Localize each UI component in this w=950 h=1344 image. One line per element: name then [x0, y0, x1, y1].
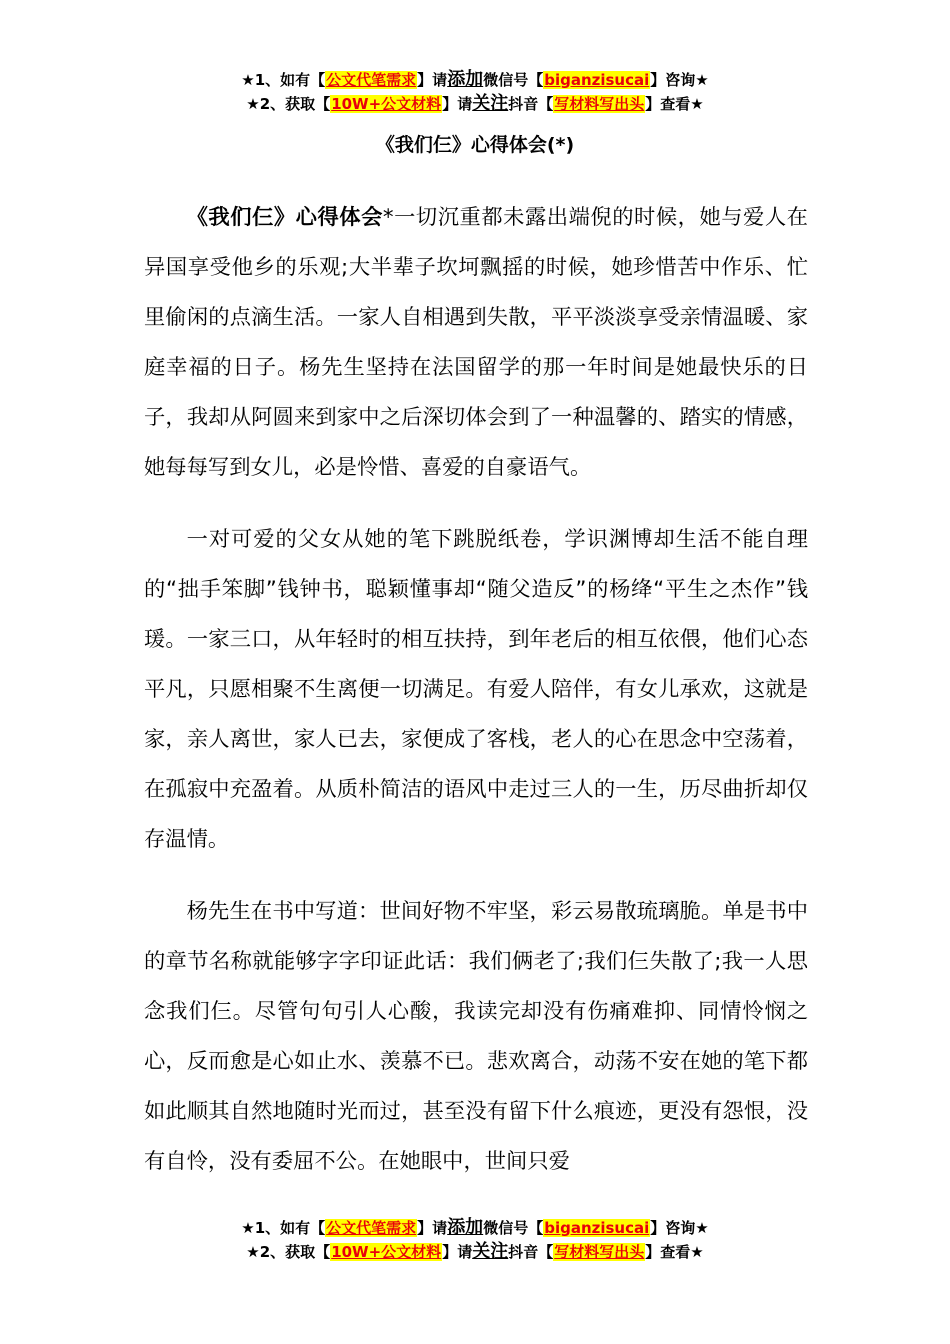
banner-text: 微信号【 [483, 1219, 544, 1237]
document-title: 《我们仨》心得体会(*) [375, 134, 575, 156]
banner-line-2 [0, 1240, 950, 1264]
highlight-wechat-id: biganzisucai [544, 1219, 650, 1237]
banner-text: 】咨询★ [650, 71, 709, 89]
paragraph-lead: 《我们仨》心得体会 [186, 205, 383, 230]
footer-banner [0, 1216, 950, 1264]
star-icon: ★ [241, 1219, 255, 1237]
banner-text: 】咨询★ [650, 1219, 709, 1237]
highlight-materials: 10W+公文材料 [331, 1243, 442, 1261]
star-icon: ★ [246, 95, 260, 113]
banner-text: 2、获取【 [259, 95, 331, 113]
banner-text: 抖音【 [508, 95, 554, 113]
banner-text: 】请 [417, 71, 448, 89]
paragraph-1 [144, 193, 808, 493]
document-body [144, 193, 808, 1209]
banner-text: 抖音【 [508, 1243, 554, 1261]
header-banner [0, 68, 950, 116]
star-icon: ★ [241, 71, 255, 89]
highlight-service: 公文代笔需求 [326, 1219, 417, 1237]
banner-emphasis: 添加 [447, 69, 484, 90]
banner-emphasis: 添加 [447, 1217, 484, 1238]
banner-line-2 [0, 92, 950, 116]
banner-line-1 [0, 1216, 950, 1240]
banner-line-1 [0, 68, 950, 92]
banner-text: 】查看★ [645, 95, 704, 113]
highlight-wechat-id: biganzisucai [544, 71, 650, 89]
star-icon: ★ [246, 1243, 260, 1261]
highlight-douyin: 写材料写出头 [554, 1243, 645, 1261]
banner-text: 1、如有【 [254, 1219, 326, 1237]
banner-emphasis: 关注 [472, 93, 509, 114]
banner-text: 】查看★ [645, 1243, 704, 1261]
banner-text: 2、获取【 [259, 1243, 331, 1261]
banner-text: 】请 [417, 1219, 448, 1237]
highlight-douyin: 写材料写出头 [554, 95, 645, 113]
banner-emphasis: 关注 [472, 1241, 509, 1262]
highlight-service: 公文代笔需求 [326, 71, 417, 89]
banner-text: 】请 [442, 95, 473, 113]
highlight-materials: 10W+公文材料 [331, 95, 442, 113]
paragraph-2: 一对可爱的父女从她的笔下跳脱纸卷，学识渊博却生活不能自理的“拙手笨脚”钱钟书，聪颖懂事却“随父造反”的杨绛“平生之杰作”钱瑗。一家三口，从年轻时的相互扶持，到年老后的相互依偎，他们心态平凡，只愿相聚不生离便一切满足。有爱人陪伴，有女儿承欢，这就是家，亲人离世，家人已去，家便成了客栈，老人的心在思念中空荡着，在孤寂中充盈着。从质朴简洁的语风中走过三人的一生，历尽曲折却仅存温情。 [144, 527, 808, 852]
banner-text: 微信号【 [483, 71, 544, 89]
banner-text: 】请 [442, 1243, 473, 1261]
banner-text: 1、如有【 [254, 71, 326, 89]
paragraph-3: 杨先生在书中写道：世间好物不牢坚，彩云易散琉璃脆。单是书中的章节名称就能够字字印证此话：我们俩老了;我们仨失散了;我一人思念我们仨。尽管句句引人心酸，我读完却没有伤痛难抑、同情怜悯之心，反而愈是心如止水、羡慕不已。悲欢离合，动荡不安在她的笔下都如此顺其自然地随时光而过，甚至没有留下什么痕迹，更没有怨恨，没有自怜，没有委屈不公。在她眼中，世间只爱 [144, 899, 808, 1174]
paragraph-text: *一切沉重都未露出端倪的时候，她与爱人在异国享受他乡的乐观;大半辈子坎坷飘摇的时候，她珍惜苦中作乐、忙里偷闲的点滴生活。一家人自相遇到失散，平平淡淡享受亲情温暖、家庭幸福的日子。杨先生坚持在法国留学的那一年时间是她最快乐的日子，我却从阿圆来到家中之后深切体会到了一种温馨的、踏实的情感，她每每写到女儿，必是怜惜、喜爱的自豪语气。 [144, 205, 808, 480]
